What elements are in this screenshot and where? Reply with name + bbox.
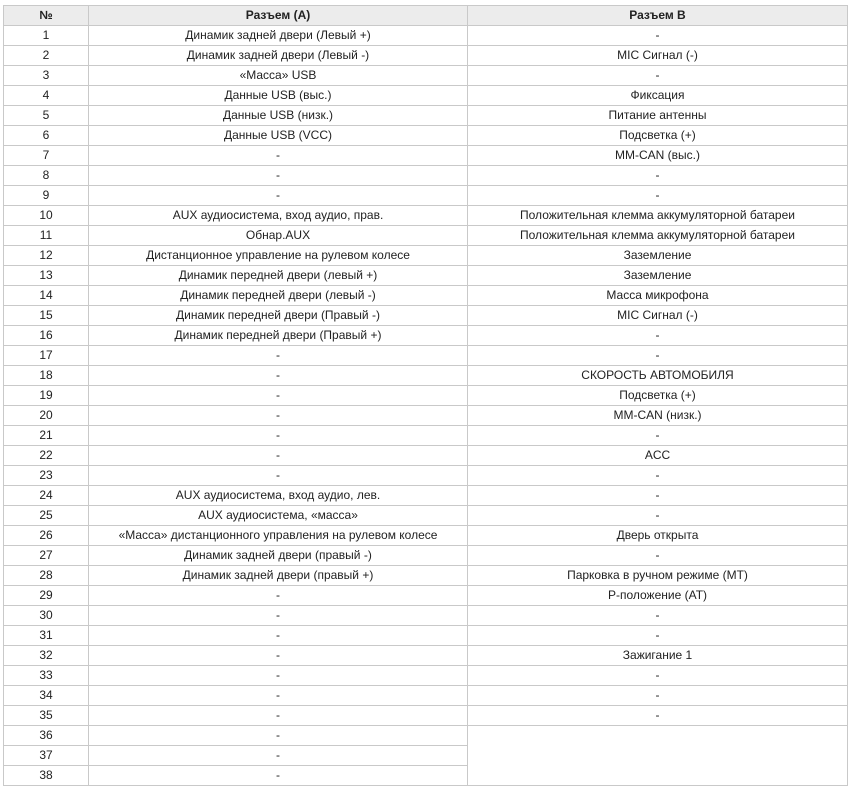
connector-a-cell: Динамик передней двери (левый -) [89, 286, 468, 306]
pin-number-cell: 11 [4, 226, 89, 246]
connector-a-cell: AUX аудиосистема, вход аудио, лев. [89, 486, 468, 506]
connector-a-cell: Динамик задней двери (Левый -) [89, 46, 468, 66]
connector-b-cell: - [468, 506, 848, 526]
header-connector-a: Разъем (А) [89, 6, 468, 26]
connector-b-cell: - [468, 426, 848, 446]
connector-a-cell: - [89, 386, 468, 406]
connector-b-cell: MM-CAN (выс.) [468, 146, 848, 166]
pin-number-cell: 33 [4, 666, 89, 686]
connector-b-cell: - [468, 706, 848, 726]
connector-b-cell: - [468, 486, 848, 506]
connector-a-cell: - [89, 346, 468, 366]
connector-b-cell: - [468, 346, 848, 366]
table-row [4, 426, 848, 446]
pin-number-cell: 6 [4, 126, 89, 146]
connector-b-cell: Подсветка (+) [468, 126, 848, 146]
pin-number-cell: 22 [4, 446, 89, 466]
connector-a-cell: - [89, 706, 468, 726]
connector-b-cell: MIC Сигнал (-) [468, 46, 848, 66]
connector-a-cell: Дистанционное управление на рулевом колесе [89, 246, 468, 266]
pin-number-cell: 1 [4, 26, 89, 46]
pin-number-cell: 17 [4, 346, 89, 366]
table-row [4, 726, 848, 746]
table-row [4, 66, 848, 86]
connector-a-cell: Динамик задней двери (Левый +) [89, 26, 468, 46]
pin-number-cell: 10 [4, 206, 89, 226]
pin-number-cell: 15 [4, 306, 89, 326]
table-row [4, 326, 848, 346]
connector-b-cell: - [468, 546, 848, 566]
pin-number-cell: 36 [4, 726, 89, 746]
pin-number-cell: 25 [4, 506, 89, 526]
connector-a-cell: - [89, 426, 468, 446]
pin-number-cell: 35 [4, 706, 89, 726]
table-row [4, 266, 848, 286]
pinout-table [3, 5, 848, 786]
connector-a-cell: - [89, 146, 468, 166]
connector-a-cell: - [89, 726, 468, 746]
connector-a-cell: Обнар.AUX [89, 226, 468, 246]
connector-b-cell: - [468, 606, 848, 626]
connector-b-cell: Дверь открыта [468, 526, 848, 546]
table-row [4, 26, 848, 46]
connector-a-cell: - [89, 626, 468, 646]
pin-number-cell: 9 [4, 186, 89, 206]
connector-b-cell: - [468, 26, 848, 46]
connector-a-cell: Динамик задней двери (правый -) [89, 546, 468, 566]
table-row [4, 546, 848, 566]
table-row [4, 346, 848, 366]
pin-number-cell: 13 [4, 266, 89, 286]
header-row [4, 6, 848, 26]
table-header [4, 6, 848, 26]
pin-number-cell: 4 [4, 86, 89, 106]
table-row [4, 246, 848, 266]
pin-number-cell: 19 [4, 386, 89, 406]
connector-b-cell: - [468, 186, 848, 206]
table-row [4, 506, 848, 526]
table-row [4, 526, 848, 546]
connector-a-cell: Динамик передней двери (Правый +) [89, 326, 468, 346]
pin-number-cell: 5 [4, 106, 89, 126]
pin-number-cell: 24 [4, 486, 89, 506]
table-row [4, 186, 848, 206]
table-row [4, 126, 848, 146]
pin-number-cell: 12 [4, 246, 89, 266]
pin-number-cell: 14 [4, 286, 89, 306]
pin-number-cell: 28 [4, 566, 89, 586]
connector-b-cell: Парковка в ручном режиме (MT) [468, 566, 848, 586]
connector-b-cell: Подсветка (+) [468, 386, 848, 406]
connector-a-cell: Динамик передней двери (левый +) [89, 266, 468, 286]
connector-a-cell: «Масса» дистанционного управления на рулевом колесе [89, 526, 468, 546]
table-row [4, 646, 848, 666]
connector-a-cell: - [89, 446, 468, 466]
table-row [4, 486, 848, 506]
pin-number-cell: 21 [4, 426, 89, 446]
pin-number-cell: 7 [4, 146, 89, 166]
connector-b-cell: Положительная клемма аккумуляторной батареи [468, 226, 848, 246]
table-row [4, 106, 848, 126]
pin-number-cell: 37 [4, 746, 89, 766]
connector-b-empty-cell [468, 726, 848, 786]
table-row [4, 46, 848, 66]
connector-a-cell: Динамик задней двери (правый +) [89, 566, 468, 586]
table-row [4, 566, 848, 586]
connector-a-cell: - [89, 686, 468, 706]
connector-a-cell: Данные USB (низк.) [89, 106, 468, 126]
connector-a-cell: - [89, 586, 468, 606]
connector-a-cell: «Масса» USB [89, 66, 468, 86]
connector-a-cell: - [89, 746, 468, 766]
table-row [4, 466, 848, 486]
table-row [4, 86, 848, 106]
connector-a-cell: AUX аудиосистема, вход аудио, прав. [89, 206, 468, 226]
connector-b-cell: ACC [468, 446, 848, 466]
table-row [4, 146, 848, 166]
connector-b-cell: - [468, 66, 848, 86]
connector-b-cell: - [468, 626, 848, 646]
pin-number-cell: 38 [4, 766, 89, 786]
connector-b-cell: - [468, 686, 848, 706]
connector-b-cell: - [468, 466, 848, 486]
table-row [4, 706, 848, 726]
table-row [4, 306, 848, 326]
connector-a-cell: - [89, 186, 468, 206]
pin-number-cell: 2 [4, 46, 89, 66]
connector-a-cell: Данные USB (выс.) [89, 86, 468, 106]
connector-a-cell: - [89, 606, 468, 626]
table-row [4, 626, 848, 646]
table-row [4, 226, 848, 246]
connector-b-cell: Заземление [468, 266, 848, 286]
table-row [4, 606, 848, 626]
connector-a-cell: - [89, 766, 468, 786]
pin-number-cell: 30 [4, 606, 89, 626]
connector-a-cell: - [89, 646, 468, 666]
header-connector-b: Разъем В [468, 6, 848, 26]
pin-number-cell: 23 [4, 466, 89, 486]
connector-b-cell: - [468, 166, 848, 186]
connector-b-cell: MIC Сигнал (-) [468, 306, 848, 326]
table-row [4, 206, 848, 226]
pin-number-cell: 8 [4, 166, 89, 186]
pin-number-cell: 34 [4, 686, 89, 706]
connector-a-cell: - [89, 666, 468, 686]
connector-b-cell: Заземление [468, 246, 848, 266]
connector-a-cell: AUX аудиосистема, «масса» [89, 506, 468, 526]
pin-number-cell: 31 [4, 626, 89, 646]
connector-a-cell: Данные USB (VCC) [89, 126, 468, 146]
header-number: № [4, 6, 89, 26]
connector-a-cell: - [89, 406, 468, 426]
table-row [4, 386, 848, 406]
pin-number-cell: 20 [4, 406, 89, 426]
pin-number-cell: 3 [4, 66, 89, 86]
pin-number-cell: 29 [4, 586, 89, 606]
pin-number-cell: 16 [4, 326, 89, 346]
connector-b-cell: P-положение (AT) [468, 586, 848, 606]
connector-b-cell: MM-CAN (низк.) [468, 406, 848, 426]
table-row [4, 166, 848, 186]
table-row [4, 686, 848, 706]
connector-b-cell: Питание антенны [468, 106, 848, 126]
table-row [4, 366, 848, 386]
table-body [4, 26, 848, 786]
connector-b-cell: Масса микрофона [468, 286, 848, 306]
connector-a-cell: Динамик передней двери (Правый -) [89, 306, 468, 326]
table-row [4, 286, 848, 306]
connector-b-cell: Положительная клемма аккумуляторной батареи [468, 206, 848, 226]
connector-a-cell: - [89, 466, 468, 486]
pin-number-cell: 26 [4, 526, 89, 546]
table-row [4, 446, 848, 466]
connector-a-cell: - [89, 166, 468, 186]
connector-b-cell: Зажигание 1 [468, 646, 848, 666]
connector-b-cell: Фиксация [468, 86, 848, 106]
connector-b-cell: СКОРОСТЬ АВТОМОБИЛЯ [468, 366, 848, 386]
table-row [4, 666, 848, 686]
table-row [4, 406, 848, 426]
pin-number-cell: 18 [4, 366, 89, 386]
table-row [4, 586, 848, 606]
pin-number-cell: 27 [4, 546, 89, 566]
connector-a-cell: - [89, 366, 468, 386]
connector-b-cell: - [468, 666, 848, 686]
pin-number-cell: 32 [4, 646, 89, 666]
connector-b-cell: - [468, 326, 848, 346]
